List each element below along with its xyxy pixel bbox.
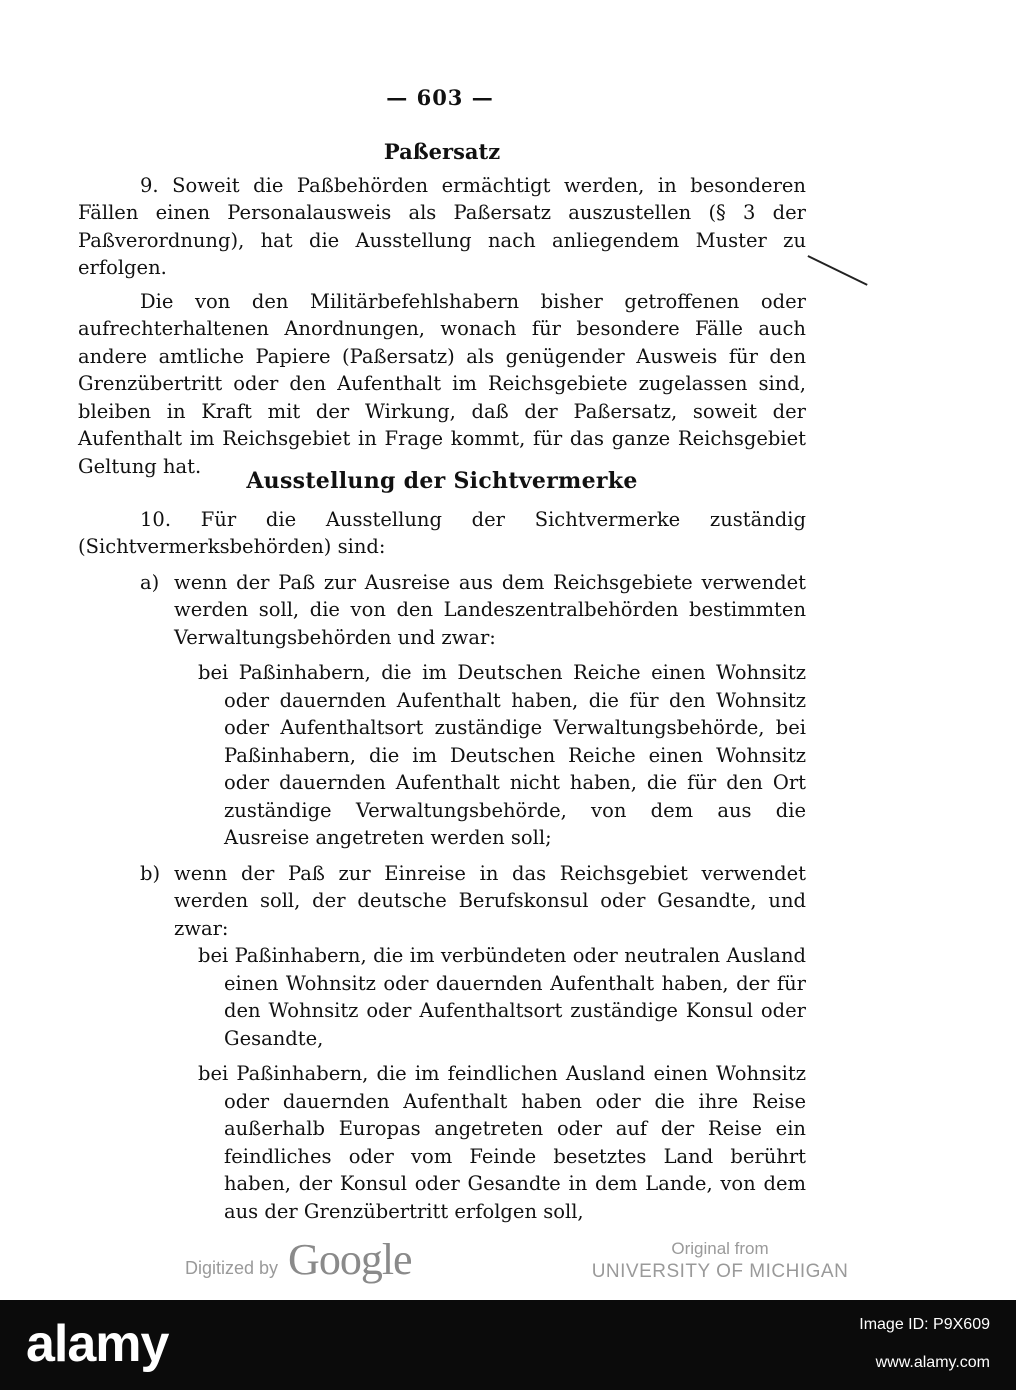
section-passersatz bbox=[78, 138, 806, 480]
paragraph-9: 9. Soweit die Paßbehörden ermächtigt werden, in besonderen Fällen einen Personalausweis als Paßersatz auszustellen (§ 3 der Paßverordnung), hat die Ausstellung nach anliegendem Muster zu erfolgen. bbox=[78, 173, 806, 279]
original-source bbox=[560, 1238, 880, 1284]
item-a bbox=[78, 569, 806, 652]
item-b-label: b) bbox=[140, 861, 161, 885]
university-label: UNIVERSITY OF MICHIGAN bbox=[591, 1261, 849, 1282]
item-b-text: wenn der Paß zur Einreise in das Reichsgebiet verwendet werden soll, der deutsche Berufskonsul oder Gesandte, und zwar: bbox=[174, 861, 806, 940]
original-from-label: Original from bbox=[671, 1239, 769, 1258]
digitized-label: Digitized by bbox=[185, 1258, 279, 1278]
heading-sichtvermerke: Ausstellung der Sichtvermerke bbox=[246, 468, 638, 494]
item-b bbox=[78, 860, 806, 943]
item-a-label: a) bbox=[140, 570, 160, 594]
heading-passersatz: Paßersatz bbox=[383, 139, 501, 164]
paragraph-9-continued: Die von den Militärbefehlshabern bisher getroffenen oder aufrechterhaltenen Anordnungen, wonach für besondere Fälle auch andere amtliche Papiere (Paßersatz) als genügender Ausweis für den Grenzübertritt oder den Aufenthalt im Reichsgebiete zugelassen sind, bleiben in Kraft mit der Wirkung, daß der Paßersatz, soweit der Aufenthalt im Reichsgebiet in Frage kommt, für das ganze Reichsgebiet Geltung hat. bbox=[78, 289, 806, 478]
item-a-text: wenn der Paß zur Ausreise aus dem Reichsgebiete verwendet werden soll, die von den Landeszentralbehörden bestimmten Verwaltungsbehörden und zwar: bbox=[174, 570, 806, 649]
item-b-sub2: bei Paßinhabern, die im feindlichen Ausland einen Wohnsitz oder dauernden Aufenthalt haben oder die ihre Reise außerhalb Europas angetreten oder auf der Reise ein feindliches oder vom Feinde besetztes Land berührt haben, der Konsul oder Gesandte in dem Lande, von dem aus der Grenzübertritt erfolgen soll, bbox=[198, 1062, 806, 1223]
item-a-sub: bei Paßinhabern, die im Deutschen Reiche einen Wohnsitz oder dauernden Aufenthalt haben, die für den Wohnsitz oder Aufenthaltsort zuständige Verwaltungsbehörde, bei Paßinhabern, die im Deutschen Reiche einen Wohnsitz oder dauernden Aufenthalt nicht haben, die für den Ort zuständige Verwaltungsbehörde, von dem aus die Ausreise angetreten werden soll; bbox=[198, 661, 806, 849]
item-b-sub1: bei Paßinhabern, die im verbündeten oder neutralen Ausland einen Wohnsitz oder dauernden Aufenthalt haben, der für den Wohnsitz oder Aufenthaltsort zuständige Konsul oder Gesandte, bbox=[198, 944, 806, 1050]
digitized-by-google bbox=[185, 1234, 412, 1284]
paragraph-10: 10. Für die Ausstellung der Sichtvermerke zuständig (Sichtvermerksbehörden) sind: bbox=[78, 507, 806, 558]
stock-banner bbox=[0, 1300, 1016, 1390]
google-logo: Google bbox=[288, 1235, 412, 1284]
alamy-logo: alamy bbox=[26, 1315, 169, 1373]
margin-mark bbox=[808, 255, 868, 285]
image-id: Image ID: P9X609 bbox=[859, 1316, 990, 1333]
page-number: — 603 — bbox=[386, 85, 494, 110]
section-sichtvermerke bbox=[78, 468, 806, 1225]
site-url: www.alamy.com bbox=[875, 1354, 990, 1371]
